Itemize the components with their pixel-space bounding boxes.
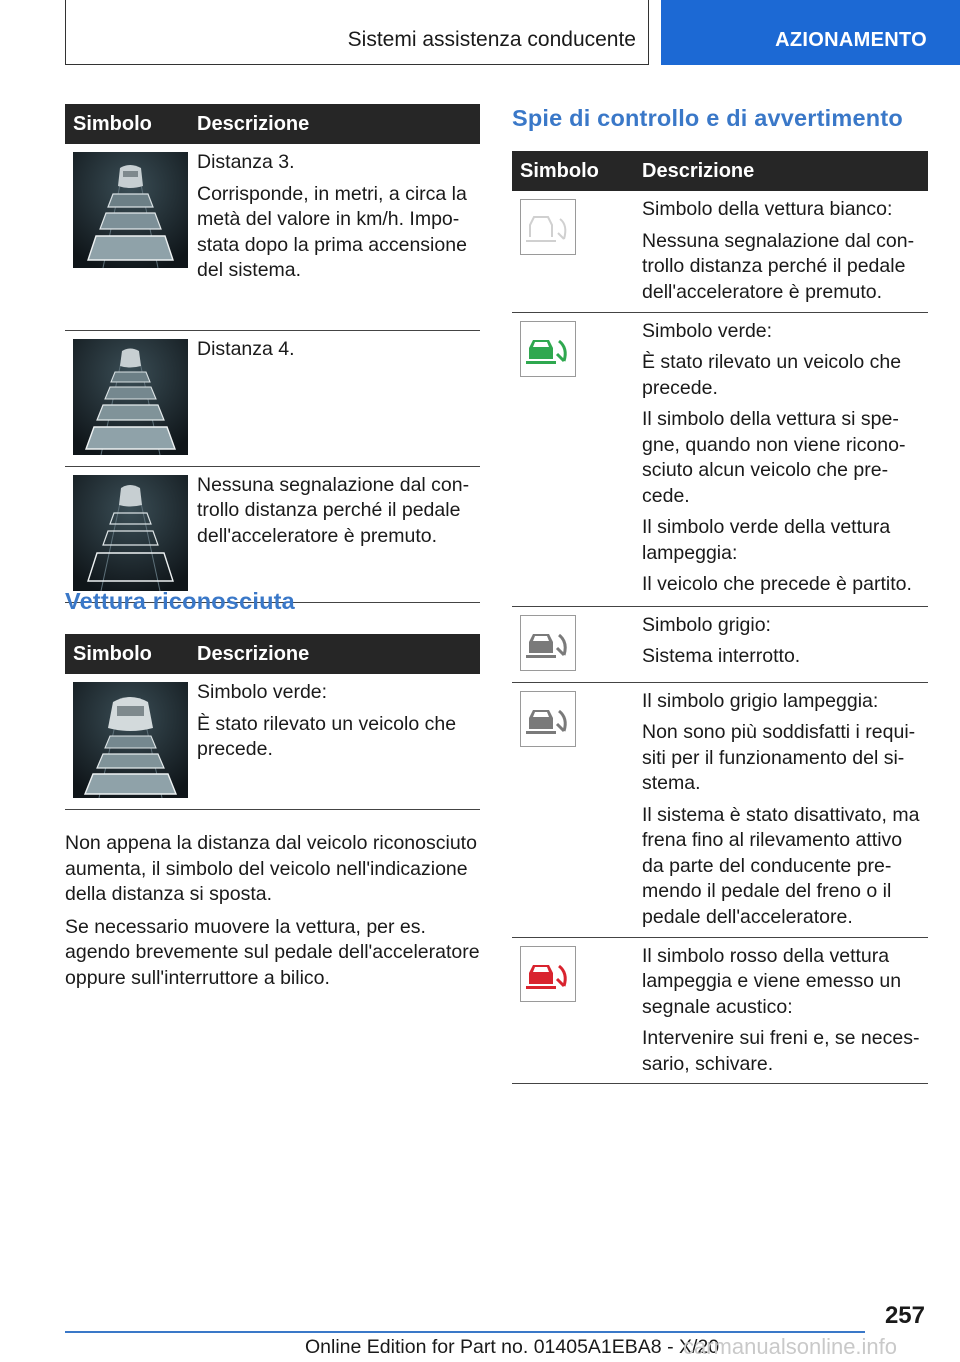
description-cell [642, 191, 928, 312]
recognized-table [65, 634, 480, 810]
description-text: È stato rilevato un veicolo che precede. [197, 712, 457, 760]
column-header-symbol: Simbolo [65, 634, 197, 674]
description-cell [197, 330, 480, 466]
distance-4-graphic [73, 339, 188, 455]
description-text: Intervenire sui freni e, se necessario, schivare. [642, 1027, 920, 1075]
symbol-cell [512, 191, 642, 312]
table-row [65, 144, 480, 330]
description-text: Il simbolo verde della vettura lampeggia: [642, 516, 891, 564]
description-text: Il veicolo che precede è partito. [642, 573, 912, 595]
table-header-row [65, 104, 480, 144]
table-row [65, 674, 480, 809]
description-text: Nessuna segnalazione dal controllo distanza perché il pedale dell'acceleratore è premuto. [197, 473, 470, 547]
symbol-cell [65, 144, 197, 330]
description-cell [197, 466, 480, 602]
description-text: Simbolo verde: [642, 319, 773, 342]
header-chapter-title: AZIONAMENTO [775, 29, 927, 51]
car-distance-red-icon [520, 946, 576, 1002]
description-cell [642, 606, 928, 682]
section-title-lights: Spie di controllo e di avvertimento [512, 105, 903, 131]
description-cell [642, 312, 928, 606]
table-row [512, 312, 928, 606]
symbol-cell [512, 682, 642, 937]
description-text: Sistema interrotto. [642, 645, 801, 667]
symbol-cell [512, 606, 642, 682]
symbol-cell [512, 937, 642, 1084]
symbol-cell [512, 312, 642, 606]
distance-3-graphic [73, 152, 188, 268]
vehicle-recognized-graphic [73, 682, 188, 798]
header-chapter-tab [661, 0, 960, 65]
header-section-box [65, 0, 649, 65]
description-cell [642, 937, 928, 1084]
description-cell [197, 674, 480, 809]
section-title-recognized: Vettura riconosciuta [65, 588, 295, 614]
symbol-cell [65, 466, 197, 602]
description-text: Corrisponde, in metri, a circa la metà del valore in km/h. Impostata dopo la prima accensione del sistema. [197, 182, 467, 281]
description-text: Il sistema è stato disattivato, ma frena fino al rilevamento attivo da parte del conducente premendo il pedale del freno o il pedale dell'acceleratore. [642, 803, 920, 928]
table-row [512, 191, 928, 312]
description-text: Il simbolo della vettura si spegne, quando non viene riconosciuto alcun veicolo che precede. [642, 408, 906, 507]
lights-table [512, 151, 928, 1084]
column-header-symbol: Simbolo [65, 104, 197, 144]
body-paragraph: Non appena la distanza dal veicolo riconosciuto aumenta, il simbolo del veicolo nell'indicazione della distanza si sposta. [65, 832, 477, 905]
description-text: È stato rilevato un veicolo che precede. [642, 351, 902, 399]
distance-table [65, 104, 480, 603]
description-text: Il simbolo grigio lampeggia: [642, 689, 879, 712]
footer-edition: Online Edition for Part no. 01405A1EBA8 - X/20 [305, 1336, 720, 1358]
body-paragraph: Se necessario muovere la vettura, per es. agendo brevemente sul pedale dell'acceleratore oppure sull'interruttore a bilico. [65, 915, 480, 989]
table-row [65, 330, 480, 466]
table-row [512, 682, 928, 937]
table-row [512, 606, 928, 682]
car-distance-white-icon [520, 199, 576, 255]
table-header-row [512, 151, 928, 191]
description-text: Distanza 4. [197, 337, 295, 360]
car-distance-grey-blinking-icon [520, 691, 576, 747]
car-distance-green-icon [520, 321, 576, 377]
description-text: Simbolo verde: [197, 681, 328, 703]
symbol-cell [65, 674, 197, 809]
table-row [512, 937, 928, 1084]
table-row [65, 466, 480, 602]
column-header-description: Descrizione [642, 151, 928, 191]
page-number: 257 [884, 1302, 925, 1329]
description-text: Simbolo grigio: [642, 613, 771, 636]
footer-divider [65, 1331, 865, 1333]
description-text: Non sono più soddisfatti i requisiti per il funzionamento del sistema. [642, 721, 916, 794]
body-text-recognized [65, 831, 480, 998]
description-text: Distanza 3. [197, 151, 295, 173]
header-section-title: Sistemi assistenza conducente [347, 28, 636, 51]
description-text: Il simbolo rosso della vettura lampeggia e viene emesso un segnale acustico: [642, 944, 902, 1018]
column-header-symbol: Simbolo [512, 151, 642, 191]
column-header-description: Descrizione [197, 634, 480, 674]
footer-watermark: carmanualsonline.info [683, 1334, 898, 1359]
description-cell [197, 144, 480, 330]
description-text: Simbolo della vettura bianco: [642, 198, 893, 220]
car-distance-grey-icon [520, 615, 576, 671]
symbol-cell [65, 330, 197, 466]
description-text: Nessuna segnalazione dal controllo distanza perché il pedale dell'acceleratore è premuto. [642, 229, 915, 303]
column-header-description: Descrizione [197, 104, 480, 144]
distance-outline-graphic [73, 475, 188, 591]
table-header-row [65, 634, 480, 674]
description-cell [642, 682, 928, 937]
